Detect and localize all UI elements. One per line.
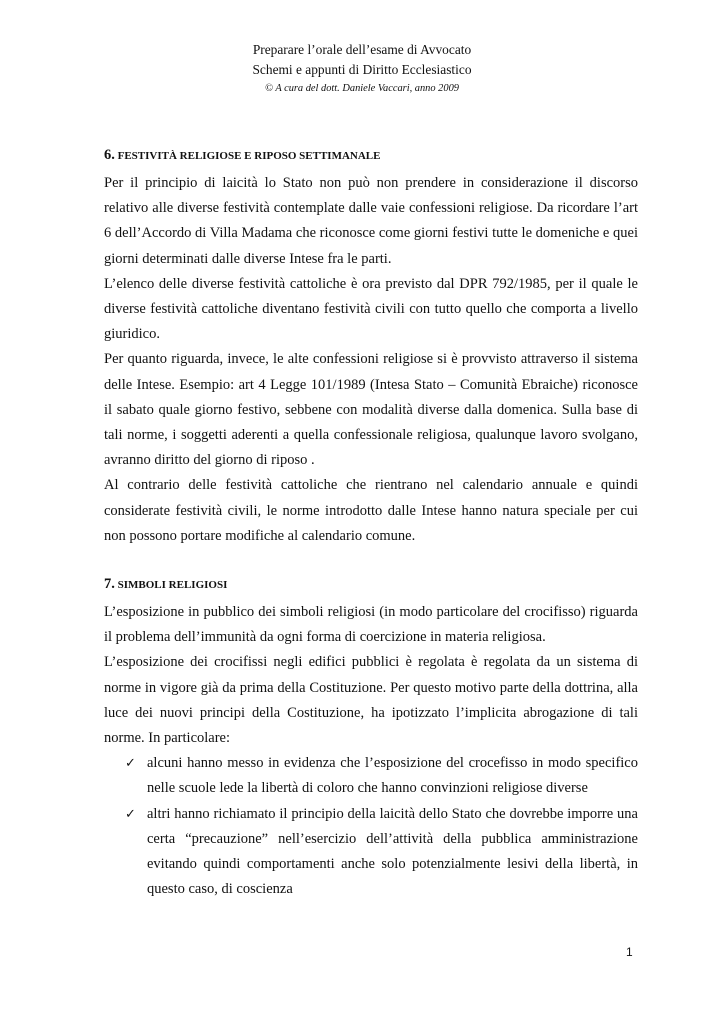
list-item-text: altri hanno richiamato il principio della laicità dello Stato che dovrebbe imporre una certa “precauzione” nell’esercizio dell’attività della pubblica amministrazione evitando quindi comportamenti anche solo potenzialmente lesivi della libertà, in questo caso, di coscienza — [147, 805, 638, 898]
section-title: SIMBOLI RELIGIOSI — [117, 579, 228, 592]
bullet-list — [104, 751, 638, 902]
document-body — [104, 145, 638, 902]
paragraph: Al contrario delle festività cattoliche che rientrano nel calendario annuale e quindi considerate festività civili, le norme introdotto dalle Intese hanno natura speciale per cui non possono portare modifiche al calendario comune. — [104, 477, 638, 544]
paragraph: L’elenco delle diverse festività cattoliche è ora previsto dal DPR 792/1985, per il quale le diverse festività cattoliche diventano festività civili con tutto quello che comporta a livello giuridico. — [104, 275, 638, 343]
paragraph: Per quanto riguarda, invece, le alte confessioni religiose si è provvisto attraverso il sistema delle Intese. Esempio: art 4 Legge 101/1989 (Intesa Stato – Comunità Ebraiche) riconosce il sabato quale giorno festivo, sebbene con modalità diverse dalla domenica. Sulla base di tali norme, i soggetti aderenti a quella confessionale religiosa, qualunque lavoro svolgano, avranno diritto del giorno di riposo . — [104, 351, 638, 469]
checkmark-icon: ✓ — [125, 806, 136, 822]
header-credit: © A cura del dott. Daniele Vaccari, anno 2009 — [265, 83, 459, 94]
paragraph: L’esposizione in pubblico dei simboli religiosi (in modo particolare del crocifisso) riguarda il problema dell’immunità da ogni forma di coercizione in materia religiosa. — [104, 604, 638, 646]
list-item — [104, 802, 638, 903]
paragraph: L’esposizione dei crocifissi negli edifici pubblici è regolata è regolata da un sistema di norme in vigore già da prima della Costituzione. Per questo motivo parte della dottrina, alla luce dei nuovi principi della Costituzione, ha ipotizzato l’implicita abrogazione di tali norme. In particolare: — [104, 654, 638, 747]
section-festivita — [104, 145, 638, 549]
list-item — [104, 751, 638, 801]
section-simboli — [104, 574, 638, 902]
section-number: 6. — [104, 147, 115, 163]
list-item-text: alcuni hanno messo in evidenza che l’esposizione del crocefisso in modo specifico nelle scuole lede la libertà di coloro che hanno convinzioni religiose diverse — [147, 755, 638, 797]
section-title: FESTIVITÀ RELIGIOSE E RIPOSO SETTIMANALE — [117, 150, 381, 162]
section-number: 7. — [104, 576, 115, 593]
paragraph: Per il principio di laicità lo Stato non può non prendere in considerazione il discorso relativo alle diverse festività contemplate dalle vaie confessioni religiose. Da ricordare l’art 6 dell’Accordo di Villa Madama che riconosce come giorni festivi tutte le domeniche e quei giorni determinati dalle diverse Intese fra le parti. — [104, 175, 638, 267]
header-title: Preparare l’orale dell’esame di Avvocato — [252, 42, 472, 57]
checkmark-icon: ✓ — [125, 756, 136, 772]
section-heading — [104, 574, 638, 595]
header-subtitle: Schemi e appunti di Diritto Ecclesiastico — [252, 62, 472, 77]
page-header — [0, 40, 724, 98]
page-number: 1 — [626, 945, 633, 959]
section-heading — [104, 145, 638, 166]
